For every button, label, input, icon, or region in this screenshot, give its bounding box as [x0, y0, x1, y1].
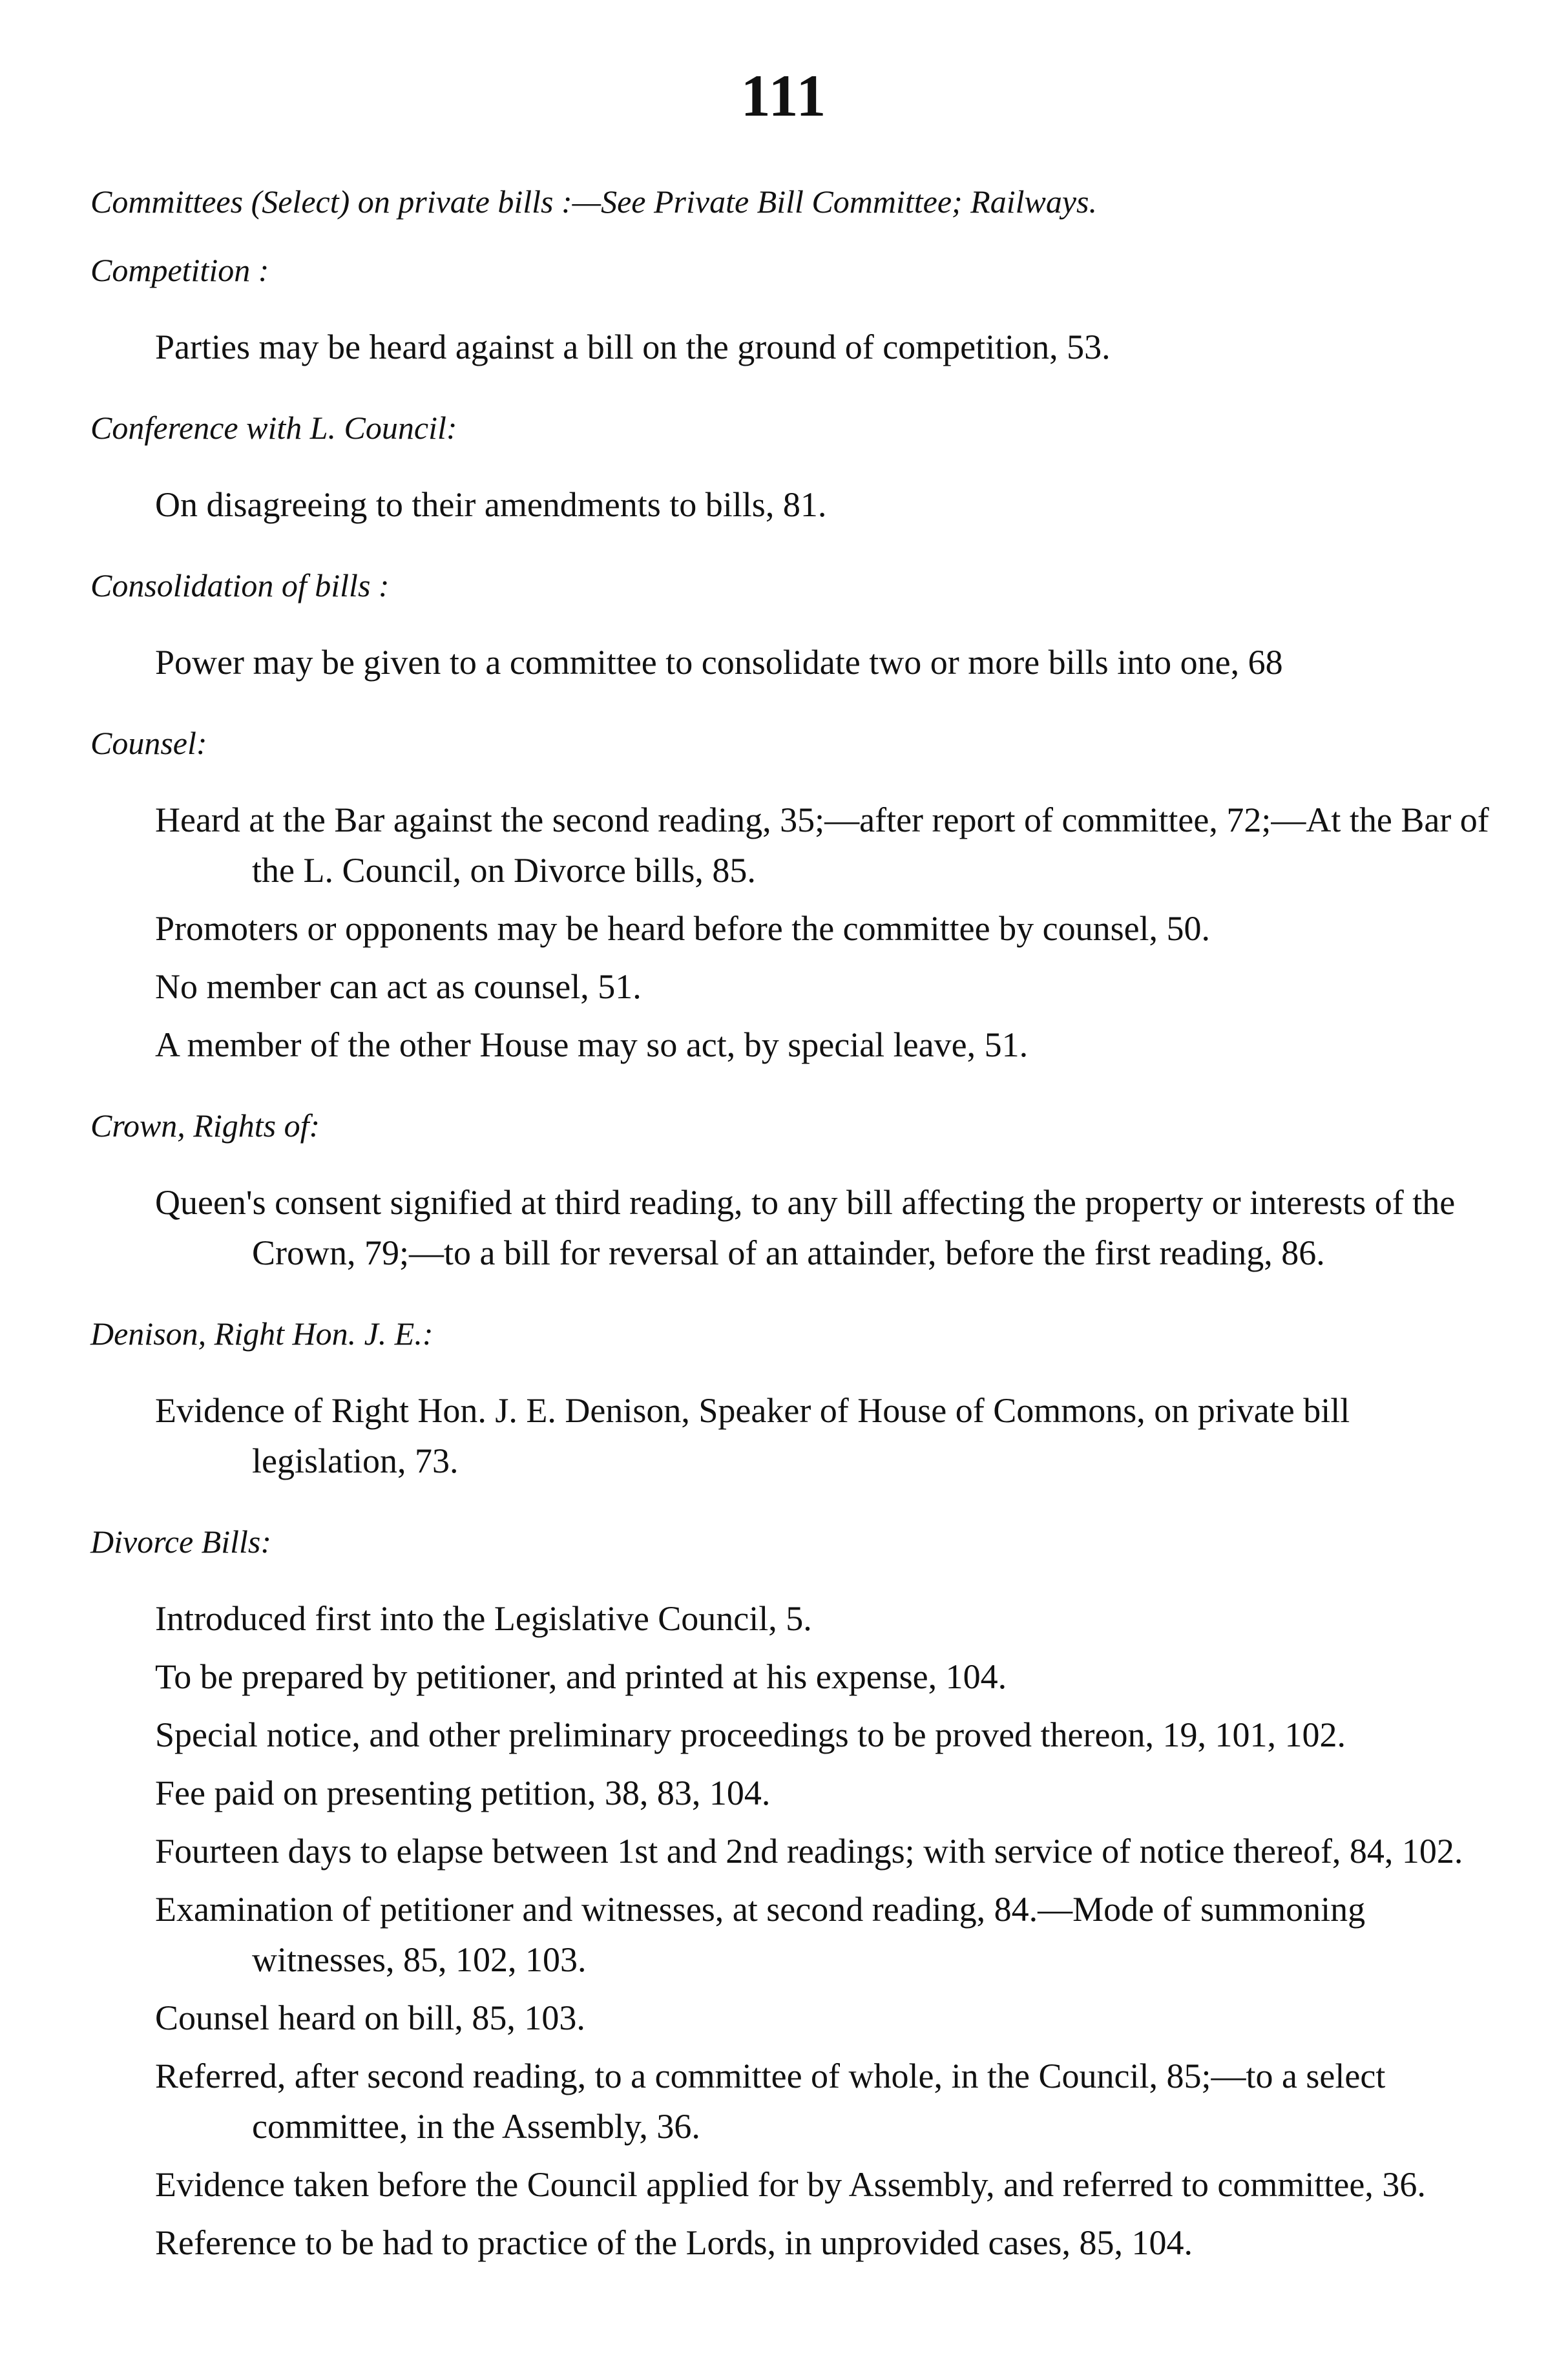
- index-section-divorce-bills: [90, 1521, 1499, 2268]
- index-entry: Fourteen days to elapse between 1st and 2nd readings; with service of notice thereof, 84, 102.: [155, 1832, 1463, 1871]
- index-entry: No member can act as counsel, 51.: [155, 967, 642, 1006]
- index-entry: Special notice, and other preliminary proceedings to be proved thereon, 19, 101, 102.: [155, 1715, 1346, 1754]
- section-heading: Consolidation of bills :: [90, 567, 390, 603]
- index-section-consolidation: [90, 565, 1499, 687]
- index-section-competition: [90, 249, 1499, 372]
- index-entry: Referred, after second reading, to a committee of whole, in the Council, 85;—to a select committee, in the Assembly, 36.: [155, 2057, 1386, 2146]
- index-entry: Parties may be heard against a bill on the ground of competition, 53.: [155, 328, 1111, 366]
- section-heading: Counsel:: [90, 725, 207, 761]
- section-heading: Divorce Bills:: [90, 1524, 272, 1560]
- index-entry: Queen's consent signified at third reading, to any bill affecting the property or interests of the Crown, 79;—to a bill for reversal of an attainder, before the first reading, 86.: [155, 1183, 1456, 1272]
- index-entry: On disagreeing to their amendments to bills, 81.: [155, 485, 827, 524]
- section-heading: Competition :: [90, 252, 269, 288]
- index-entry: Evidence taken before the Council applied for by Assembly, and referred to committee, 36.: [155, 2165, 1426, 2204]
- index-entry: Fee paid on presenting petition, 38, 83, 104.: [155, 1774, 771, 1812]
- index-entry: A member of the other House may so act, by special leave, 51.: [155, 1025, 1029, 1064]
- index-entry: Evidence of Right Hon. J. E. Denison, Speaker of House of Commons, on private bill legislation, 73.: [155, 1391, 1350, 1480]
- index-entry: Counsel heard on bill, 85, 103.: [155, 1998, 585, 2037]
- index-content: [90, 181, 1499, 2276]
- section-heading: Committees (Select) on private bills :—See Private Bill Committee; Railways.: [90, 183, 1097, 220]
- section-heading: Denison, Right Hon. J. E.:: [90, 1315, 434, 1352]
- index-entry: Examination of petitioner and witnesses, at second reading, 84.—Mode of summoning witnesses, 85, 102, 103.: [155, 1890, 1366, 1979]
- section-heading: Crown, Rights of:: [90, 1107, 320, 1144]
- index-entry: Promoters or opponents may be heard before the committee by counsel, 50.: [155, 909, 1211, 948]
- page-number: 111: [740, 63, 828, 129]
- section-heading: Conference with L. Council:: [90, 410, 457, 446]
- index-entry: Power may be given to a committee to consolidate two or more bills into one, 68: [155, 643, 1283, 682]
- index-entry: Introduced first into the Legislative Council, 5.: [155, 1599, 812, 1638]
- index-section-conference: [90, 407, 1499, 530]
- index-section-crown: [90, 1105, 1499, 1278]
- index-section-denison: [90, 1313, 1499, 1486]
- index-entry: Heard at the Bar against the second reading, 35;—after report of committee, 72;—At the Bar of the L. Council, on Divorce bills, 85.: [155, 801, 1489, 890]
- index-section-committees: [90, 181, 1499, 222]
- index-entry: Reference to be had to practice of the Lords, in unprovided cases, 85, 104.: [155, 2223, 1193, 2262]
- index-section-counsel: [90, 722, 1499, 1070]
- index-entry: To be prepared by petitioner, and printed at his expense, 104.: [155, 1657, 1007, 1696]
